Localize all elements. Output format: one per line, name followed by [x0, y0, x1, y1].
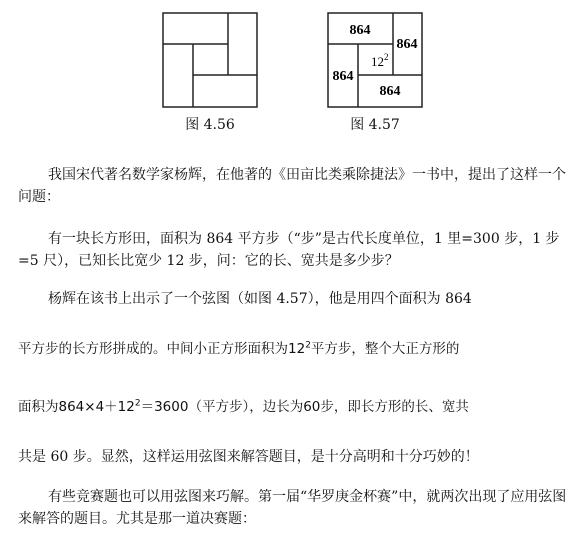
- rect-label-left: 864: [332, 69, 354, 84]
- large-square-text-a: 面积为864×4＋12: [18, 399, 135, 415]
- paragraph-small-square: [18, 338, 568, 360]
- figure-4-57: [327, 12, 423, 108]
- figure-4-57-caption: 图 4.57: [350, 117, 400, 133]
- paragraph-competition: 有些竞赛题也可以用弦图来巧解。第一届“华罗庚金杯赛”中，就两次出现了应用弦图来解答的题目。尤其是那一道决赛题：: [18, 489, 567, 527]
- rect-label-bottom: 864: [379, 84, 401, 99]
- figure-4-56-diagram: [162, 12, 258, 108]
- small-square-text-a: 平方步的长方形拼成的。中间小正方形面积为12: [18, 341, 306, 357]
- figure-4-56-caption: 图 4.56: [185, 117, 235, 133]
- paragraph-intro: 我国宋代著名数学家杨辉，在他著的《田亩比类乘除捷法》一书中，提出了这样一个问题：: [18, 167, 566, 205]
- paragraph-large-square: [18, 396, 568, 418]
- center-square-label: $12^2$: [371, 52, 389, 69]
- rect-label-right: 864: [396, 37, 418, 52]
- rect-label-top: 864: [349, 23, 371, 38]
- large-square-text-b: ＝3600（平方步），边长为60步，即长方形的长、宽共: [140, 399, 469, 415]
- figure-4-56: [162, 12, 258, 108]
- paragraph-yanghui: 杨辉在该书上出示了一个弦图（如图 4.57），他是用四个面积为 864: [48, 291, 472, 307]
- figure-4-57-diagram: [327, 12, 423, 108]
- paragraph-problem: 有一块长方形田，面积为 864 平方步（“步”是古代长度单位，1 里=300 步，1 步=5 尺），已知长比宽少 12 步，问：它的长、宽共是多少步？: [18, 231, 560, 269]
- small-square-exponent: 2: [305, 340, 311, 351]
- large-square-exponent: 2: [134, 398, 141, 409]
- small-square-text-b: 平方步，整个大正方形的: [310, 341, 460, 357]
- paragraph-conclusion: 共是 60 步。显然，这样运用弦图来解答题目，是十分高明和十分巧妙的！: [18, 449, 479, 465]
